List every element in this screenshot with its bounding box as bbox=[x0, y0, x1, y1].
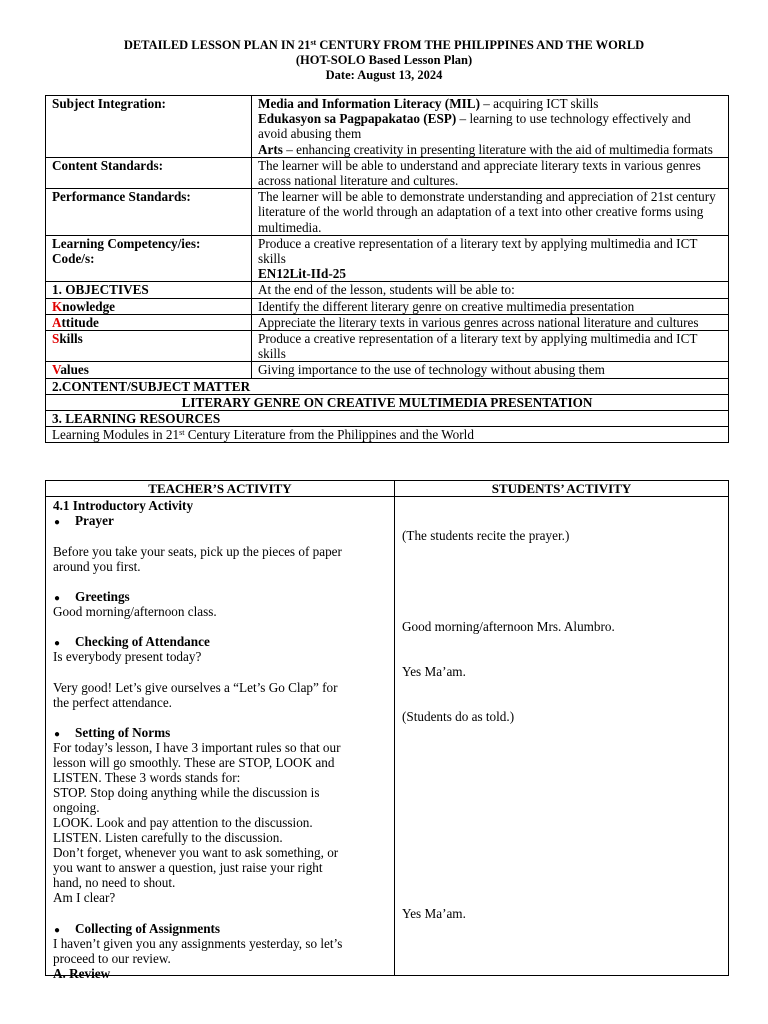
teacher-text: LISTEN. Listen carefully to the discussion. bbox=[53, 830, 283, 845]
lesson-plan-table bbox=[45, 95, 729, 443]
learning-resources-label: 3. LEARNING RESOURCES bbox=[46, 411, 729, 427]
teacher-text: ongoing. bbox=[53, 800, 100, 815]
content-matter-title-row bbox=[46, 394, 729, 410]
teacher-text: STOP. Stop doing anything while the discussion is bbox=[53, 785, 320, 800]
teacher-text: Good morning/afternoon class. bbox=[53, 604, 217, 619]
values-value: Giving importance to the use of technology without abusing them bbox=[252, 362, 729, 378]
bullet-icon: ● bbox=[54, 593, 61, 604]
arts-label: Arts bbox=[258, 141, 283, 157]
values-label: Values bbox=[46, 362, 252, 378]
bullet-icon: ● bbox=[54, 729, 61, 740]
learning-competency-label: Learning Competency/ies: Code/s: bbox=[46, 235, 252, 282]
teacher-text: proceed to our review. bbox=[53, 951, 171, 966]
attitude-value: Appreciate the literary texts in various genres across national literature and cultures bbox=[252, 314, 729, 330]
teacher-text: you want to answer a question, just raise your right bbox=[53, 860, 323, 875]
competency-code: EN12Lit-IId-25 bbox=[258, 266, 346, 282]
teacher-text: lesson will go smoothly. These are STOP, LOOK and bbox=[53, 755, 335, 770]
activity-body-row bbox=[46, 497, 729, 976]
mil-label: Media and Information Literacy (MIL) bbox=[258, 96, 480, 111]
values-row bbox=[46, 362, 729, 378]
arts-text: – enhancing creativity in presenting literature with the aid of multimedia formats bbox=[282, 141, 713, 157]
attendance-heading: Checking of Attendance bbox=[75, 634, 210, 649]
knowledge-value: Identify the different literary genre on creative multimedia presentation bbox=[252, 298, 729, 314]
content-matter-row bbox=[46, 378, 729, 394]
plan-title: DETAILED LESSON PLAN IN 21st CENTURY FROM THE PHILIPPINES AND THE WORLD bbox=[123, 38, 645, 52]
student-response: (The students recite the prayer.) bbox=[402, 528, 570, 543]
content-standards-row bbox=[46, 157, 729, 188]
subject-integration-row bbox=[46, 96, 729, 158]
content-matter-title: LITERARY GENRE ON CREATIVE MULTIMEDIA PRESENTATION bbox=[46, 394, 729, 410]
teacher-text: Very good! Let’s give ourselves a “Let’s Go Clap” for bbox=[53, 680, 338, 695]
assignments-heading: Collecting of Assignments bbox=[75, 921, 221, 936]
student-response: Yes Ma’am. bbox=[402, 906, 466, 921]
content-standards-value: The learner will be able to understand and appreciate literary texts in various genres across national literature and cultures. bbox=[252, 157, 729, 188]
learning-competency-value: Produce a creative representation of a literary text by applying multimedia and ICT skills EN12Lit-IId-25 bbox=[252, 235, 729, 282]
teacher-text: For today’s lesson, I have 3 important rules so that our bbox=[53, 740, 341, 755]
learning-competency-row bbox=[46, 235, 729, 282]
teacher-text: Don’t forget, whenever you want to ask something, or bbox=[53, 845, 339, 860]
students-activity-header: STUDENTS’ ACTIVITY bbox=[395, 481, 729, 497]
activity-table bbox=[45, 480, 729, 981]
teacher-text: the perfect attendance. bbox=[53, 695, 172, 710]
skills-value: Produce a creative representation of a literary text by applying multimedia and ICT skills bbox=[252, 331, 729, 362]
learning-resources-row bbox=[46, 411, 729, 427]
objectives-value: At the end of the lesson, students will be able to: bbox=[252, 282, 729, 298]
plan-subtitle: (HOT-SOLO Based Lesson Plan) bbox=[295, 53, 473, 67]
prayer-heading: Prayer bbox=[75, 513, 114, 528]
plan-date: Date: August 13, 2024 bbox=[325, 68, 443, 82]
teacher-text: LOOK. Look and pay attention to the discussion. bbox=[53, 815, 313, 830]
bullet-icon: ● bbox=[54, 517, 61, 528]
attitude-label: Attitude bbox=[46, 314, 252, 330]
teacher-activity-column bbox=[46, 497, 395, 981]
bullet-icon: ● bbox=[54, 638, 61, 649]
norms-heading: Setting of Norms bbox=[75, 725, 171, 740]
teacher-text: hand, no need to shout. bbox=[53, 875, 176, 890]
mil-text: – acquiring ICT skills bbox=[479, 96, 599, 111]
esp-text: – learning to use technology effectively and avoid abusing them bbox=[258, 111, 691, 142]
skills-row bbox=[46, 331, 729, 362]
student-response: (Students do as told.) bbox=[402, 709, 515, 724]
subject-integration-label: Subject Integration: bbox=[46, 96, 252, 158]
teacher-text: Is everybody present today? bbox=[53, 649, 202, 664]
teacher-text: around you first. bbox=[53, 559, 141, 574]
teacher-text: LISTEN. These 3 words stands for: bbox=[53, 770, 241, 785]
subject-integration-value bbox=[252, 96, 729, 158]
activity-header-row bbox=[46, 481, 729, 497]
performance-standards-label: Performance Standards: bbox=[46, 189, 252, 236]
performance-standards-row bbox=[46, 189, 729, 236]
content-matter-label: 2.CONTENT/SUBJECT MATTER bbox=[46, 378, 729, 394]
objectives-label: 1. OBJECTIVES bbox=[46, 282, 252, 298]
students-activity-column bbox=[395, 497, 729, 976]
teacher-activity-header: TEACHER’S ACTIVITY bbox=[46, 481, 395, 497]
knowledge-row bbox=[46, 298, 729, 314]
teacher-text: I haven’t given you any assignments yesterday, so let’s bbox=[53, 936, 343, 951]
student-response: Yes Ma’am. bbox=[402, 664, 466, 679]
teacher-text: Before you take your seats, pick up the pieces of paper bbox=[53, 544, 342, 559]
attitude-row bbox=[46, 314, 729, 330]
objectives-row bbox=[46, 282, 729, 298]
review-heading: A. Review bbox=[53, 966, 111, 981]
student-response: Good morning/afternoon Mrs. Alumbro. bbox=[402, 619, 615, 634]
content-standards-label: Content Standards: bbox=[46, 157, 252, 188]
performance-standards-value: The learner will be able to demonstrate understanding and appreciation of 21st century literature of the world through an adaptation of a text into other creative forms using multimedia. bbox=[252, 189, 729, 236]
bullet-icon: ● bbox=[54, 925, 61, 936]
learning-resources-value-row bbox=[46, 427, 729, 443]
knowledge-label: Knowledge bbox=[46, 298, 252, 314]
esp-label: Edukasyon sa Pagpapakatao (ESP) bbox=[258, 111, 457, 127]
learning-resources-value: Learning Modules in 21st Century Literature from the Philippines and the World bbox=[46, 427, 729, 443]
introductory-activity-heading: 4.1 Introductory Activity bbox=[53, 498, 194, 513]
skills-label: Skills bbox=[46, 331, 252, 362]
teacher-text: Am I clear? bbox=[53, 890, 116, 905]
greetings-heading: Greetings bbox=[75, 589, 130, 604]
